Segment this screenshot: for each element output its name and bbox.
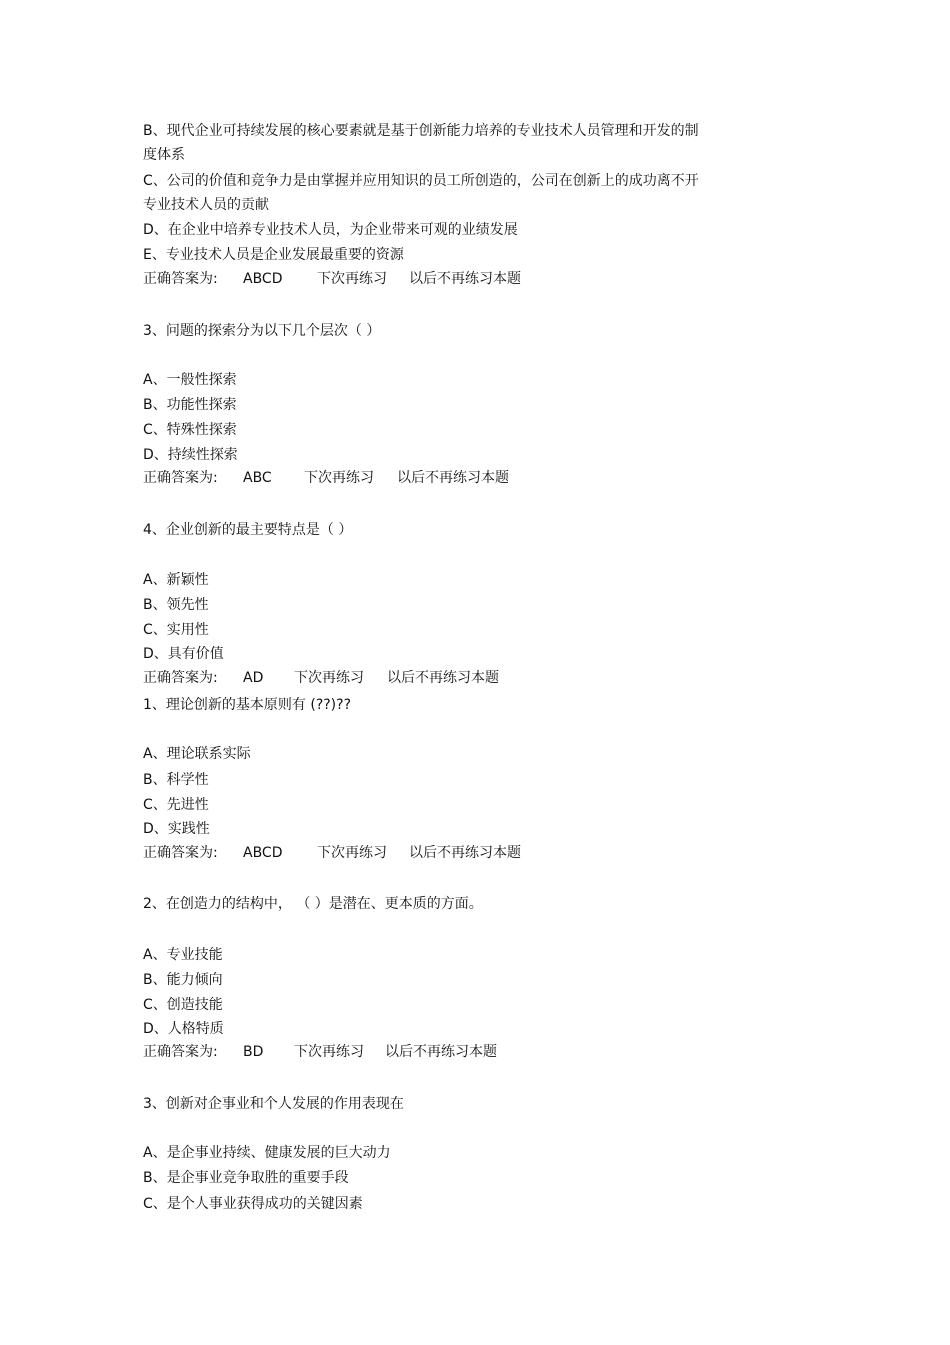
option-text: D、在企业中培养专业技术人员，为企业带来可观的业绩发展 — [143, 222, 518, 238]
practice-again-link[interactable]: 下次再练习 — [294, 670, 364, 686]
question-title: 3、创新对企事业和个人发展的作用表现在 — [143, 1096, 404, 1112]
option-text: C、是个人事业获得成功的关键因素 — [143, 1196, 363, 1212]
option-text: E、专业技术人员是企业发展最重要的资源 — [143, 247, 404, 263]
option-text: B、是企事业竞争取胜的重要手段 — [143, 1170, 349, 1186]
skip-question-link[interactable]: 以后不再练习本题 — [397, 470, 509, 486]
skip-question-link[interactable]: 以后不再练习本题 — [387, 670, 499, 686]
answer-label: 正确答案为: — [143, 271, 218, 287]
practice-again-link[interactable]: 下次再练习 — [317, 845, 387, 861]
option-text: 度体系 — [143, 147, 185, 163]
skip-question-link[interactable]: 以后不再练习本题 — [385, 1044, 497, 1060]
skip-question-link[interactable]: 以后不再练习本题 — [409, 845, 521, 861]
option-text: B、科学性 — [143, 772, 209, 788]
answer-label: 正确答案为: — [143, 470, 218, 486]
option-text: A、新颖性 — [143, 572, 209, 588]
option-text: C、公司的价值和竞争力是由掌握并应用知识的员工所创造的，公司在创新上的成功离不开 — [143, 173, 699, 189]
answer-value: BD — [243, 1044, 264, 1060]
option-text: D、具有价值 — [143, 646, 224, 662]
option-text: D、持续性探索 — [143, 447, 238, 463]
option-text: A、理论联系实际 — [143, 746, 251, 762]
answer-value: ABC — [243, 470, 272, 486]
option-text: 专业技术人员的贡献 — [143, 197, 269, 213]
skip-question-link[interactable]: 以后不再练习本题 — [409, 271, 521, 287]
option-text: C、实用性 — [143, 622, 209, 638]
option-text: C、先进性 — [143, 797, 209, 813]
option-text: A、是企事业持续、健康发展的巨大动力 — [143, 1145, 391, 1161]
option-text: C、创造技能 — [143, 997, 223, 1013]
option-text: B、领先性 — [143, 597, 209, 613]
question-title: 1、理论创新的基本原则有 (??)?? — [143, 697, 352, 713]
option-text: D、人格特质 — [143, 1021, 224, 1037]
option-text: B、能力倾向 — [143, 972, 223, 988]
answer-label: 正确答案为: — [143, 845, 218, 861]
answer-value: ABCD — [243, 271, 283, 287]
option-text: C、特殊性探索 — [143, 422, 237, 438]
answer-value: AD — [243, 670, 264, 686]
question-title: 4、企业创新的最主要特点是（ ） — [143, 522, 353, 538]
question-title: 2、在创造力的结构中， （ ）是潜在、更本质的方面。 — [143, 896, 483, 912]
option-text: B、现代企业可持续发展的核心要素就是基于创新能力培养的专业技术人员管理和开发的制 — [143, 123, 699, 139]
answer-label: 正确答案为: — [143, 670, 218, 686]
practice-again-link[interactable]: 下次再练习 — [304, 470, 374, 486]
option-text: B、功能性探索 — [143, 397, 237, 413]
practice-again-link[interactable]: 下次再练习 — [294, 1044, 364, 1060]
answer-label: 正确答案为: — [143, 1044, 218, 1060]
answer-value: ABCD — [243, 845, 283, 861]
option-text: D、实践性 — [143, 821, 210, 837]
option-text: A、专业技能 — [143, 947, 223, 963]
practice-again-link[interactable]: 下次再练习 — [317, 271, 387, 287]
question-title: 3、问题的探索分为以下几个层次（ ） — [143, 323, 381, 339]
option-text: A、一般性探索 — [143, 372, 237, 388]
